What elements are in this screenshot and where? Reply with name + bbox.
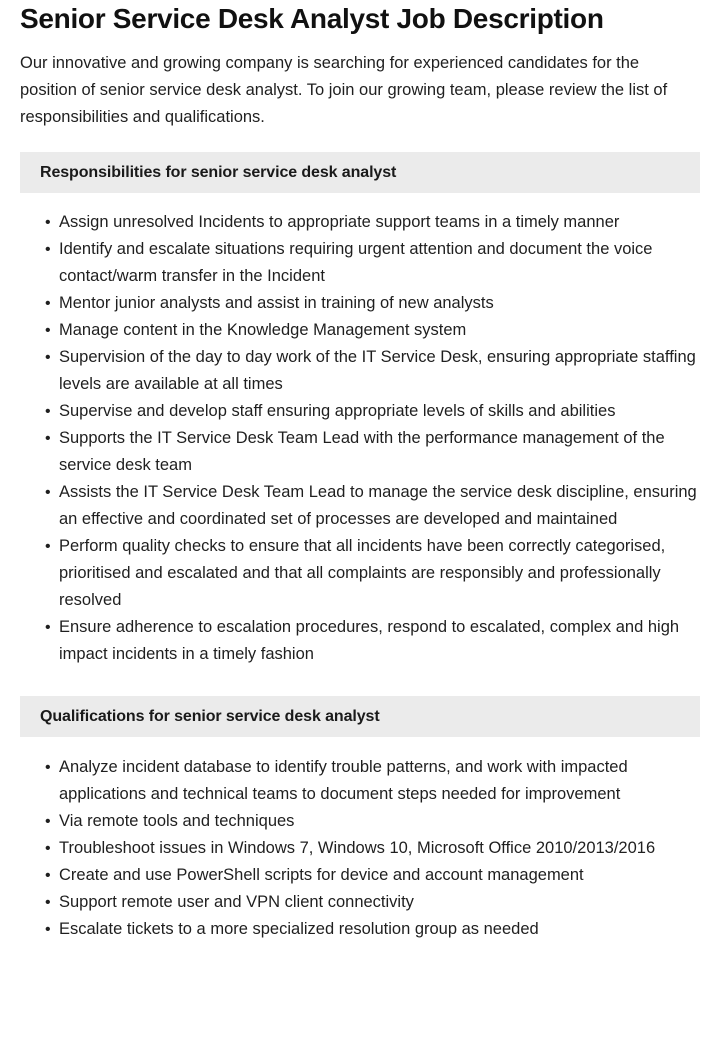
- list-item: • Support remote user and VPN client connectivity: [45, 889, 698, 916]
- list-item: • Analyze incident database to identify trouble patterns, and work with impacted applications and technical teams to document steps needed for improvement: [45, 754, 698, 808]
- list-item: • Escalate tickets to a more specialized resolution group as needed: [45, 916, 698, 943]
- section-header-qualifications: [20, 696, 700, 737]
- section-heading-label: Qualifications for senior service desk analyst: [40, 707, 380, 725]
- list-item: • Supervision of the day to day work of the IT Service Desk, ensuring appropriate staffing levels are available at all times: [45, 344, 698, 398]
- section-responsibilities: [0, 152, 720, 668]
- list-item: • Supervise and develop staff ensuring appropriate levels of skills and abilities: [45, 398, 698, 425]
- page-bottom-spacer: [0, 943, 720, 983]
- section-heading-label: Responsibilities for senior service desk analyst: [40, 163, 397, 181]
- list-item: • Troubleshoot issues in Windows 7, Windows 10, Microsoft Office 2010/2013/2016: [45, 835, 698, 862]
- intro-paragraph: Our innovative and growing company is searching for experienced candidates for the position of senior service desk analyst. To join our growing team, please review the list of responsibilities and qualifications.: [20, 54, 668, 126]
- list-item: • Manage content in the Knowledge Management system: [45, 317, 698, 344]
- list-item: • Mentor junior analysts and assist in training of new analysts: [45, 290, 698, 317]
- section-header-responsibilities: [20, 152, 700, 193]
- list-item: • Assists the IT Service Desk Team Lead to manage the service desk discipline, ensuring an effective and coordinated set of processes are developed and maintained: [45, 479, 698, 533]
- list-item: • Via remote tools and techniques: [45, 808, 698, 835]
- responsibilities-list: [0, 193, 720, 668]
- page-title: Senior Service Desk Analyst Job Description: [20, 3, 604, 34]
- list-item: • Create and use PowerShell scripts for device and account management: [45, 862, 698, 889]
- section-qualifications: [0, 696, 720, 943]
- list-item: • Perform quality checks to ensure that all incidents have been correctly categorised, prioritised and escalated and that all complaints are responsibly and professionally resolved: [45, 533, 698, 614]
- list-item: • Ensure adherence to escalation procedures, respond to escalated, complex and high impact incidents in a timely fashion: [45, 614, 698, 668]
- list-item: • Supports the IT Service Desk Team Lead with the performance management of the service desk team: [45, 425, 698, 479]
- list-item: • Identify and escalate situations requiring urgent attention and document the voice contact/warm transfer in the Incident: [45, 236, 698, 290]
- qualifications-list: [0, 737, 720, 943]
- list-item: • Assign unresolved Incidents to appropriate support teams in a timely manner: [45, 209, 698, 236]
